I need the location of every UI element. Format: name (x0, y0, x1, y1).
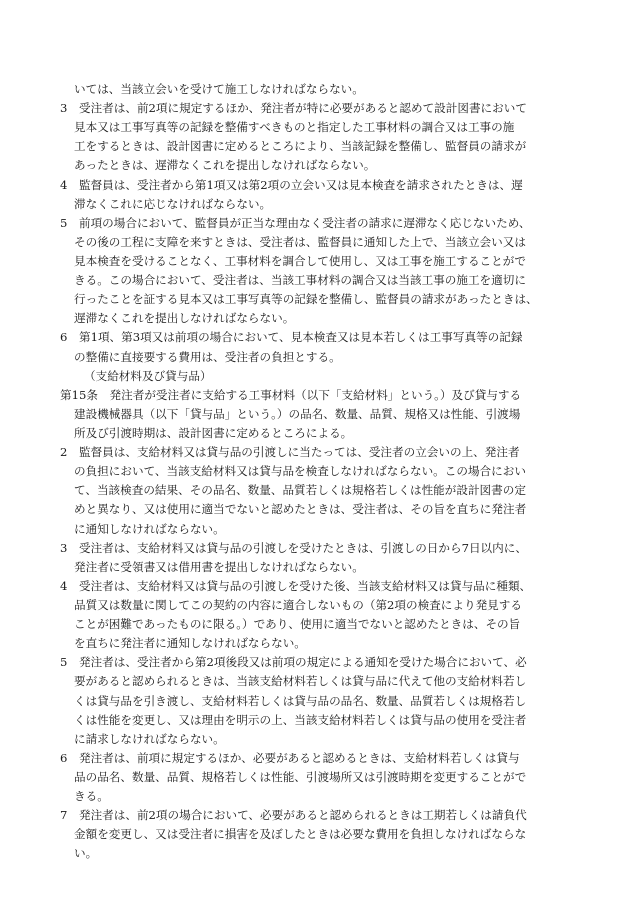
text-line: 遅滞なくこれを提出しなければならない。 (74, 311, 295, 326)
text-line: くは貸与品を引き渡し、支給材料若しくは貸与品の品名、数量、品質若しくは規格若し (74, 693, 527, 708)
document-body (60, 80, 580, 863)
text-line: て、当該検査の結果、その品名、数量、品質若しくは規格若しくは性能が設計図書の定 (74, 483, 526, 498)
text-line: くは性能を変更し、又は理由を明示の上、当該支給材料若しくは貸与品の使用を受注者 (74, 712, 527, 727)
text-line: の整備に直接要する費用は、受注者の負担とする。 (74, 349, 341, 364)
text-line: いては、当該立会いを受けて施工しなければならない。 (74, 82, 364, 96)
text-line: 滞なくこれに応じなければならない。 (74, 196, 272, 211)
text-line: めと異なり、又は使用に適当でないと認めたときは、受注者は、その旨を直ちに発注者 (74, 502, 527, 517)
text-line: 行ったことを証する見本又は工事写真等の記録を整備し、監督員の請求があったときは、 (74, 292, 538, 307)
text-line: 4 監督員は、受注者から第1項又は第2項の立会い又は見本検査を請求されたときは、遅 (60, 177, 523, 192)
text-line: 7 発注者は、前2項の場合において、必要があると認められるときは工期若しくは請負代 (60, 808, 527, 823)
text-line: 見本又は工事写真等の記録を整備すべきものと指定した工事材料の調合又は工事の施 (74, 120, 515, 135)
text-line: 2 監督員は、支給材料又は貸与品の引渡しに当たっては、受注者の立会いの上、発注者 (60, 445, 520, 460)
text-line: 5 前項の場合において、監督員が正当な理由なく受注者の請求に遅滞なく応じないため、 (60, 215, 531, 230)
text-line: 見本検査を受けることなく、工事材料を調合して使用し、又は工事を施工することがで (74, 253, 526, 268)
text-line: 3 受注者は、支給材料又は貸与品の引渡しを受けたときは、引渡しの日から7日以内に、 (60, 540, 527, 555)
text-line: 金額を変更し、又は受注者に損害を及ぼしたときは必要な費用を負担しなければならな (74, 827, 527, 842)
text-line: 5 発注者は、受注者から第2項後段又は前項の規定による通知を受けた場合において、必 (60, 655, 527, 670)
text-line: あったときは、遅滞なくこれを提出しなければならない。 (74, 158, 376, 173)
text-line: ことが困難であったものに限る。）であり、使用に適当でないと認めたときは、その旨 (74, 617, 521, 632)
text-line: 6 第1項、第3項又は前項の場合において、見本検査又は見本若しくは工事写真等の記録 (60, 330, 523, 345)
text-line: その後の工程に支障を来すときは、受注者は、監督員に通知した上で、当該立会い又は (74, 234, 526, 249)
text-line: 第15条 発注者が受注者に支給する工事材料（以下「支給材料」という。）及び貸与する (60, 387, 522, 402)
text-line: 発注者に受領書又は借用書を提出しなければならない。 (74, 559, 364, 574)
text-line: きる。この場合において、受注者は、当該工事材料の調合又は当該工事の施工を適切に (74, 273, 526, 288)
text-line: に請求しなければならない。 (74, 731, 225, 746)
text-line: 建設機械器具（以下「貸与品」という。）の品名、数量、品質、規格又は性能、引渡場 (74, 406, 521, 421)
text-line: 所及び引渡時期は、設計図書に定めるところによる。 (74, 425, 353, 440)
text-line: （支給材料及び貸与品） (84, 368, 212, 383)
text-line: 工をするときは、設計図書に定めるところにより、当該記録を整備し、監督員の請求が (74, 139, 527, 154)
text-line: 6 発注者は、前項に規定するほか、必要があると認めるときは、支給材料若しくは貸与 (60, 750, 520, 765)
document-page (60, 80, 580, 863)
text-line: の負担において、当該支給材料又は貸与品を検査しなければならない。この場合におい (74, 464, 526, 479)
text-line: い。 (74, 846, 98, 861)
text-line: 要があると認められるときは、当該支給材料若しくは貸与品に代えて他の支給材料若し (74, 674, 527, 689)
text-line: を直ちに発注者に通知しなければならない。 (74, 636, 306, 651)
text-line: 4 受注者は、支給材料又は貸与品の引渡しを受けた後、当該支給材料又は貸与品に種類、 (60, 578, 532, 593)
text-line: 品質又は数量に関してこの契約の内容に適合しないもの（第2項の検査により発見する (74, 597, 522, 612)
text-line: 品の品名、数量、品質、規格若しくは性能、引渡場所又は引渡時期を変更することがで (74, 769, 527, 784)
text-line: に通知しなければならない。 (74, 521, 225, 536)
text-line: きる。 (74, 789, 109, 804)
text-line: 3 受注者は、前2項に規定するほか、発注者が特に必要があると認めて設計図書において (60, 101, 527, 116)
